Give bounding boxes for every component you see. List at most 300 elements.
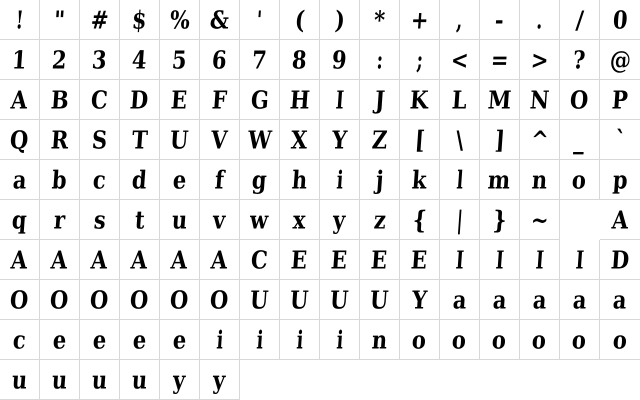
glyph-character: [ bbox=[413, 124, 426, 155]
glyph-cell-empty bbox=[360, 360, 400, 400]
glyph-cell bbox=[280, 320, 320, 360]
glyph-character: O bbox=[569, 84, 590, 115]
glyph-cell bbox=[240, 0, 280, 40]
glyph-cell bbox=[480, 240, 520, 280]
glyph-character: C bbox=[90, 84, 109, 115]
glyph-cell bbox=[320, 80, 360, 120]
glyph-character: r bbox=[52, 204, 67, 235]
glyph-character: U bbox=[169, 124, 190, 155]
glyph-cell bbox=[320, 120, 360, 160]
glyph-character: o bbox=[451, 324, 468, 355]
glyph-cell-empty bbox=[280, 360, 320, 400]
glyph-cell bbox=[120, 360, 160, 400]
glyph-cell bbox=[320, 160, 360, 200]
glyph-cell bbox=[400, 40, 440, 80]
glyph-character: o bbox=[611, 324, 629, 355]
glyph-cell bbox=[40, 360, 80, 400]
glyph-cell bbox=[120, 0, 160, 40]
glyph-character: e bbox=[51, 324, 68, 355]
glyph-cell bbox=[440, 160, 480, 200]
glyph-character: e bbox=[91, 324, 108, 355]
glyph-character: X bbox=[290, 124, 309, 155]
glyph-cell bbox=[440, 40, 480, 80]
glyph-character: p bbox=[611, 164, 629, 195]
glyph-character: : bbox=[375, 44, 384, 75]
glyph-cell bbox=[400, 320, 440, 360]
glyph-cell bbox=[360, 120, 400, 160]
glyph-character: w bbox=[249, 204, 270, 235]
glyph-character: m bbox=[487, 164, 512, 195]
glyph-cell bbox=[160, 360, 200, 400]
glyph-cell bbox=[560, 240, 600, 280]
glyph-cell bbox=[400, 160, 440, 200]
glyph-character: j bbox=[374, 164, 385, 195]
glyph-cell bbox=[360, 240, 400, 280]
glyph-character: ) bbox=[333, 4, 346, 35]
glyph-character: ^ bbox=[529, 124, 550, 155]
glyph-character: A bbox=[90, 244, 109, 275]
glyph-cell bbox=[520, 0, 560, 40]
glyph-cell bbox=[480, 200, 520, 240]
glyph-cell bbox=[80, 80, 120, 120]
glyph-character: q bbox=[11, 204, 28, 235]
glyph-character: d bbox=[131, 164, 148, 195]
glyph-cell bbox=[40, 40, 80, 80]
glyph-character: { bbox=[411, 204, 428, 235]
glyph-cell bbox=[440, 280, 480, 320]
glyph-character: 4 bbox=[131, 44, 148, 75]
glyph-character: E bbox=[170, 84, 189, 115]
glyph-cell bbox=[40, 320, 80, 360]
glyph-character: U bbox=[249, 284, 270, 315]
glyph-character: i bbox=[255, 324, 264, 355]
glyph-character: Q bbox=[9, 124, 30, 155]
glyph-cell bbox=[40, 280, 80, 320]
glyph-character: P bbox=[611, 84, 629, 115]
glyph-character: i bbox=[335, 324, 344, 355]
glyph-cell bbox=[600, 320, 640, 360]
glyph-cell bbox=[120, 80, 160, 120]
glyph-character: W bbox=[246, 124, 273, 155]
glyph-character: ? bbox=[572, 44, 587, 75]
glyph-cell bbox=[0, 40, 40, 80]
glyph-cell bbox=[80, 120, 120, 160]
glyph-character: * bbox=[372, 4, 387, 35]
glyph-cell bbox=[0, 360, 40, 400]
glyph-cell bbox=[240, 320, 280, 360]
glyph-character: & bbox=[208, 4, 231, 35]
glyph-cell bbox=[40, 80, 80, 120]
glyph-cell-empty bbox=[560, 200, 600, 240]
glyph-cell bbox=[400, 120, 440, 160]
glyph-cell bbox=[200, 280, 240, 320]
glyph-character: B bbox=[49, 84, 70, 115]
glyph-cell-empty bbox=[240, 360, 280, 400]
glyph-cell bbox=[480, 40, 520, 80]
glyph-character: Z bbox=[370, 124, 389, 155]
glyph-cell bbox=[520, 80, 560, 120]
glyph-character: ~ bbox=[529, 204, 550, 235]
glyph-character: ] bbox=[493, 124, 506, 155]
glyph-cell bbox=[360, 280, 400, 320]
glyph-cell bbox=[0, 280, 40, 320]
glyph-character: / bbox=[574, 4, 585, 35]
glyph-cell bbox=[560, 40, 600, 80]
glyph-character: E bbox=[290, 244, 309, 275]
glyph-character: ; bbox=[415, 44, 424, 75]
glyph-character: > bbox=[529, 44, 550, 75]
glyph-character: F bbox=[210, 84, 228, 115]
glyph-cell bbox=[480, 280, 520, 320]
glyph-cell bbox=[280, 240, 320, 280]
glyph-cell bbox=[360, 200, 400, 240]
glyph-cell bbox=[0, 0, 40, 40]
glyph-cell-empty bbox=[400, 360, 440, 400]
glyph-character: 9 bbox=[331, 44, 348, 75]
glyph-character: Y bbox=[330, 124, 349, 155]
glyph-character: 0 bbox=[611, 4, 629, 35]
glyph-cell bbox=[440, 240, 480, 280]
glyph-character: o bbox=[491, 324, 508, 355]
glyph-character: h bbox=[290, 164, 309, 195]
glyph-cell bbox=[240, 280, 280, 320]
glyph-cell-empty bbox=[560, 360, 600, 400]
glyph-character: 7 bbox=[251, 44, 268, 75]
glyph-character: t bbox=[133, 204, 146, 235]
glyph-character: a bbox=[612, 284, 628, 315]
glyph-cell bbox=[160, 280, 200, 320]
glyph-character: y bbox=[172, 364, 187, 395]
glyph-cell bbox=[560, 280, 600, 320]
glyph-character: V bbox=[210, 124, 229, 155]
glyph-cell bbox=[120, 40, 160, 80]
glyph-cell bbox=[600, 240, 640, 280]
glyph-character: H bbox=[288, 84, 311, 115]
glyph-cell bbox=[320, 0, 360, 40]
glyph-character: " bbox=[52, 4, 67, 35]
glyph-cell bbox=[440, 320, 480, 360]
glyph-character: e bbox=[131, 324, 148, 355]
glyph-character: 6 bbox=[211, 44, 228, 75]
glyph-character: e bbox=[171, 324, 188, 355]
glyph-character: i bbox=[295, 324, 304, 355]
glyph-character: + bbox=[409, 4, 430, 35]
glyph-character: n bbox=[530, 164, 549, 195]
glyph-cell bbox=[240, 80, 280, 120]
glyph-character: S bbox=[90, 124, 109, 155]
glyph-cell bbox=[200, 80, 240, 120]
glyph-character: a bbox=[571, 284, 588, 315]
glyph-character: I bbox=[574, 244, 585, 275]
glyph-cell bbox=[560, 80, 600, 120]
glyph-cell bbox=[360, 80, 400, 120]
glyph-character: O bbox=[49, 284, 70, 315]
glyph-cell bbox=[0, 200, 40, 240]
glyph-character: _ bbox=[573, 124, 586, 155]
glyph-cell bbox=[120, 160, 160, 200]
glyph-cell bbox=[200, 40, 240, 80]
glyph-cell bbox=[400, 80, 440, 120]
glyph-character: N bbox=[528, 84, 551, 115]
glyph-cell bbox=[160, 320, 200, 360]
glyph-character: A bbox=[50, 244, 69, 275]
glyph-cell bbox=[200, 360, 240, 400]
glyph-character: L bbox=[451, 84, 468, 115]
glyph-cell bbox=[360, 160, 400, 200]
glyph-cell bbox=[480, 160, 520, 200]
glyph-character: o bbox=[571, 324, 588, 355]
glyph-character: A bbox=[610, 204, 630, 235]
glyph-character: A bbox=[170, 244, 189, 275]
glyph-cell bbox=[0, 320, 40, 360]
glyph-character: A bbox=[10, 244, 29, 275]
glyph-cell bbox=[560, 0, 600, 40]
glyph-character: e bbox=[171, 164, 188, 195]
glyph-cell bbox=[440, 200, 480, 240]
glyph-cell bbox=[120, 280, 160, 320]
glyph-character: k bbox=[411, 164, 428, 195]
glyph-cell bbox=[520, 40, 560, 80]
glyph-cell bbox=[360, 0, 400, 40]
glyph-cell bbox=[80, 200, 120, 240]
glyph-character: u bbox=[50, 364, 69, 395]
glyph-cell bbox=[600, 0, 640, 40]
glyph-cell bbox=[80, 160, 120, 200]
glyph-cell bbox=[440, 120, 480, 160]
glyph-character: i bbox=[335, 164, 344, 195]
glyph-character: g bbox=[251, 164, 268, 195]
glyph-character: U bbox=[369, 284, 390, 315]
glyph-character: u bbox=[90, 364, 109, 395]
glyph-cell bbox=[80, 280, 120, 320]
glyph-cell-empty bbox=[320, 360, 360, 400]
glyph-character: x bbox=[292, 204, 307, 235]
glyph-cell bbox=[600, 160, 640, 200]
glyph-cell bbox=[400, 0, 440, 40]
glyph-cell bbox=[120, 240, 160, 280]
glyph-cell bbox=[480, 320, 520, 360]
glyph-character: I bbox=[334, 84, 345, 115]
glyph-cell bbox=[280, 40, 320, 80]
glyph-cell bbox=[200, 200, 240, 240]
glyph-cell bbox=[320, 40, 360, 80]
glyph-cell bbox=[40, 240, 80, 280]
glyph-character: C bbox=[250, 244, 269, 275]
glyph-cell bbox=[440, 0, 480, 40]
glyph-cell bbox=[200, 240, 240, 280]
glyph-cell bbox=[520, 200, 560, 240]
glyph-cell bbox=[0, 240, 40, 280]
glyph-cell bbox=[80, 0, 120, 40]
glyph-cell bbox=[160, 240, 200, 280]
glyph-cell bbox=[280, 280, 320, 320]
glyph-cell bbox=[520, 160, 560, 200]
glyph-character: u bbox=[130, 364, 149, 395]
glyph-character: | bbox=[455, 204, 464, 235]
glyph-cell bbox=[80, 240, 120, 280]
glyph-character: Y bbox=[410, 284, 429, 315]
glyph-character: o bbox=[571, 164, 588, 195]
glyph-cell bbox=[520, 120, 560, 160]
glyph-cell bbox=[280, 160, 320, 200]
glyph-character: s bbox=[92, 204, 107, 235]
glyph-character: U bbox=[329, 284, 350, 315]
glyph-character: < bbox=[449, 44, 470, 75]
glyph-character: b bbox=[51, 164, 68, 195]
glyph-character: v bbox=[212, 204, 227, 235]
glyph-cell bbox=[80, 40, 120, 80]
glyph-character: c bbox=[92, 164, 107, 195]
glyph-cell bbox=[200, 0, 240, 40]
glyph-cell bbox=[120, 120, 160, 160]
glyph-cell bbox=[360, 320, 400, 360]
glyph-cell bbox=[320, 320, 360, 360]
glyph-character: y bbox=[332, 204, 347, 235]
glyph-character: 5 bbox=[171, 44, 188, 75]
glyph-character: # bbox=[89, 4, 110, 35]
glyph-cell bbox=[480, 0, 520, 40]
glyph-character: $ bbox=[131, 4, 148, 35]
glyph-character: z bbox=[372, 204, 387, 235]
glyph-character: I bbox=[534, 244, 545, 275]
glyph-cell bbox=[0, 160, 40, 200]
glyph-cell bbox=[360, 40, 400, 80]
glyph-cell bbox=[40, 160, 80, 200]
glyph-cell bbox=[200, 160, 240, 200]
glyph-character: 1 bbox=[11, 44, 28, 75]
glyph-character: n bbox=[370, 324, 389, 355]
glyph-cell bbox=[520, 280, 560, 320]
glyph-cell bbox=[600, 200, 640, 240]
glyph-character: ! bbox=[14, 4, 25, 35]
glyph-cell bbox=[600, 80, 640, 120]
glyph-cell bbox=[80, 360, 120, 400]
glyph-cell bbox=[160, 160, 200, 200]
glyph-character: 3 bbox=[91, 44, 108, 75]
glyph-character: f bbox=[213, 164, 226, 195]
glyph-cell bbox=[520, 320, 560, 360]
glyph-character: M bbox=[486, 84, 513, 115]
glyph-character: o bbox=[531, 324, 548, 355]
glyph-character: l bbox=[455, 164, 464, 195]
glyph-cell bbox=[400, 200, 440, 240]
glyph-character: a bbox=[531, 284, 548, 315]
glyph-cell bbox=[280, 120, 320, 160]
glyph-character: E bbox=[370, 244, 389, 275]
glyph-cell bbox=[240, 120, 280, 160]
glyph-character: u bbox=[10, 364, 29, 395]
glyph-character: , bbox=[455, 4, 464, 35]
glyph-character: a bbox=[451, 284, 468, 315]
glyph-cell bbox=[240, 240, 280, 280]
glyph-character: O bbox=[9, 284, 30, 315]
glyph-cell bbox=[600, 120, 640, 160]
glyph-cell bbox=[80, 320, 120, 360]
glyph-character: I bbox=[454, 244, 465, 275]
glyph-cell bbox=[40, 200, 80, 240]
glyph-character: % bbox=[168, 4, 191, 35]
glyph-cell bbox=[280, 0, 320, 40]
glyph-cell bbox=[0, 80, 40, 120]
glyph-cell bbox=[200, 320, 240, 360]
glyph-character: c bbox=[12, 324, 27, 355]
glyph-character: ` bbox=[613, 124, 627, 155]
glyph-character: a bbox=[11, 164, 28, 195]
glyph-character: i bbox=[215, 324, 224, 355]
glyph-cell bbox=[320, 200, 360, 240]
glyph-character: G bbox=[249, 84, 270, 115]
glyph-character: O bbox=[209, 284, 230, 315]
glyph-character: O bbox=[89, 284, 110, 315]
glyph-character: o bbox=[411, 324, 428, 355]
glyph-character: 8 bbox=[291, 44, 308, 75]
glyph-cell bbox=[160, 120, 200, 160]
glyph-character: O bbox=[169, 284, 190, 315]
glyph-cell bbox=[160, 0, 200, 40]
glyph-character: E bbox=[330, 244, 349, 275]
glyph-cell bbox=[480, 80, 520, 120]
glyph-cell-empty bbox=[480, 360, 520, 400]
glyph-cell bbox=[600, 280, 640, 320]
glyph-cell bbox=[600, 40, 640, 80]
glyph-cell bbox=[560, 320, 600, 360]
glyph-cell bbox=[440, 80, 480, 120]
glyph-character: } bbox=[491, 204, 508, 235]
glyph-character: I bbox=[494, 244, 505, 275]
glyph-cell bbox=[400, 240, 440, 280]
glyph-cell bbox=[0, 120, 40, 160]
glyph-character: = bbox=[489, 44, 510, 75]
glyph-character: ( bbox=[293, 4, 306, 35]
glyph-character: A bbox=[210, 244, 229, 275]
glyph-character: R bbox=[49, 124, 70, 155]
glyph-cell-empty bbox=[440, 360, 480, 400]
glyph-character: D bbox=[129, 84, 150, 115]
glyph-cell bbox=[120, 200, 160, 240]
glyph-character: E bbox=[410, 244, 429, 275]
glyph-cell bbox=[520, 240, 560, 280]
glyph-cell bbox=[560, 160, 600, 200]
glyph-cell-empty bbox=[520, 360, 560, 400]
glyph-character: u bbox=[170, 204, 189, 235]
glyph-character: ' bbox=[255, 4, 264, 35]
glyph-cell bbox=[240, 40, 280, 80]
glyph-character: \ bbox=[454, 124, 465, 155]
glyph-cell bbox=[320, 240, 360, 280]
glyph-cell bbox=[40, 0, 80, 40]
glyph-cell-empty bbox=[600, 360, 640, 400]
glyph-cell bbox=[240, 200, 280, 240]
glyph-cell bbox=[160, 200, 200, 240]
glyph-cell bbox=[280, 200, 320, 240]
glyph-character: @ bbox=[608, 44, 632, 75]
glyph-character: U bbox=[289, 284, 310, 315]
glyph-character: J bbox=[373, 84, 386, 115]
glyph-cell bbox=[320, 280, 360, 320]
glyph-cell bbox=[400, 280, 440, 320]
glyph-character: K bbox=[409, 84, 430, 115]
glyph-character: D bbox=[609, 244, 631, 275]
glyph-cell bbox=[240, 160, 280, 200]
glyph-cell bbox=[200, 120, 240, 160]
glyph-cell bbox=[160, 80, 200, 120]
glyph-cell bbox=[480, 120, 520, 160]
glyph-character: T bbox=[130, 124, 149, 155]
glyph-character: A bbox=[10, 84, 29, 115]
glyph-character: O bbox=[129, 284, 150, 315]
glyph-character: - bbox=[494, 4, 505, 35]
glyph-cell bbox=[40, 120, 80, 160]
